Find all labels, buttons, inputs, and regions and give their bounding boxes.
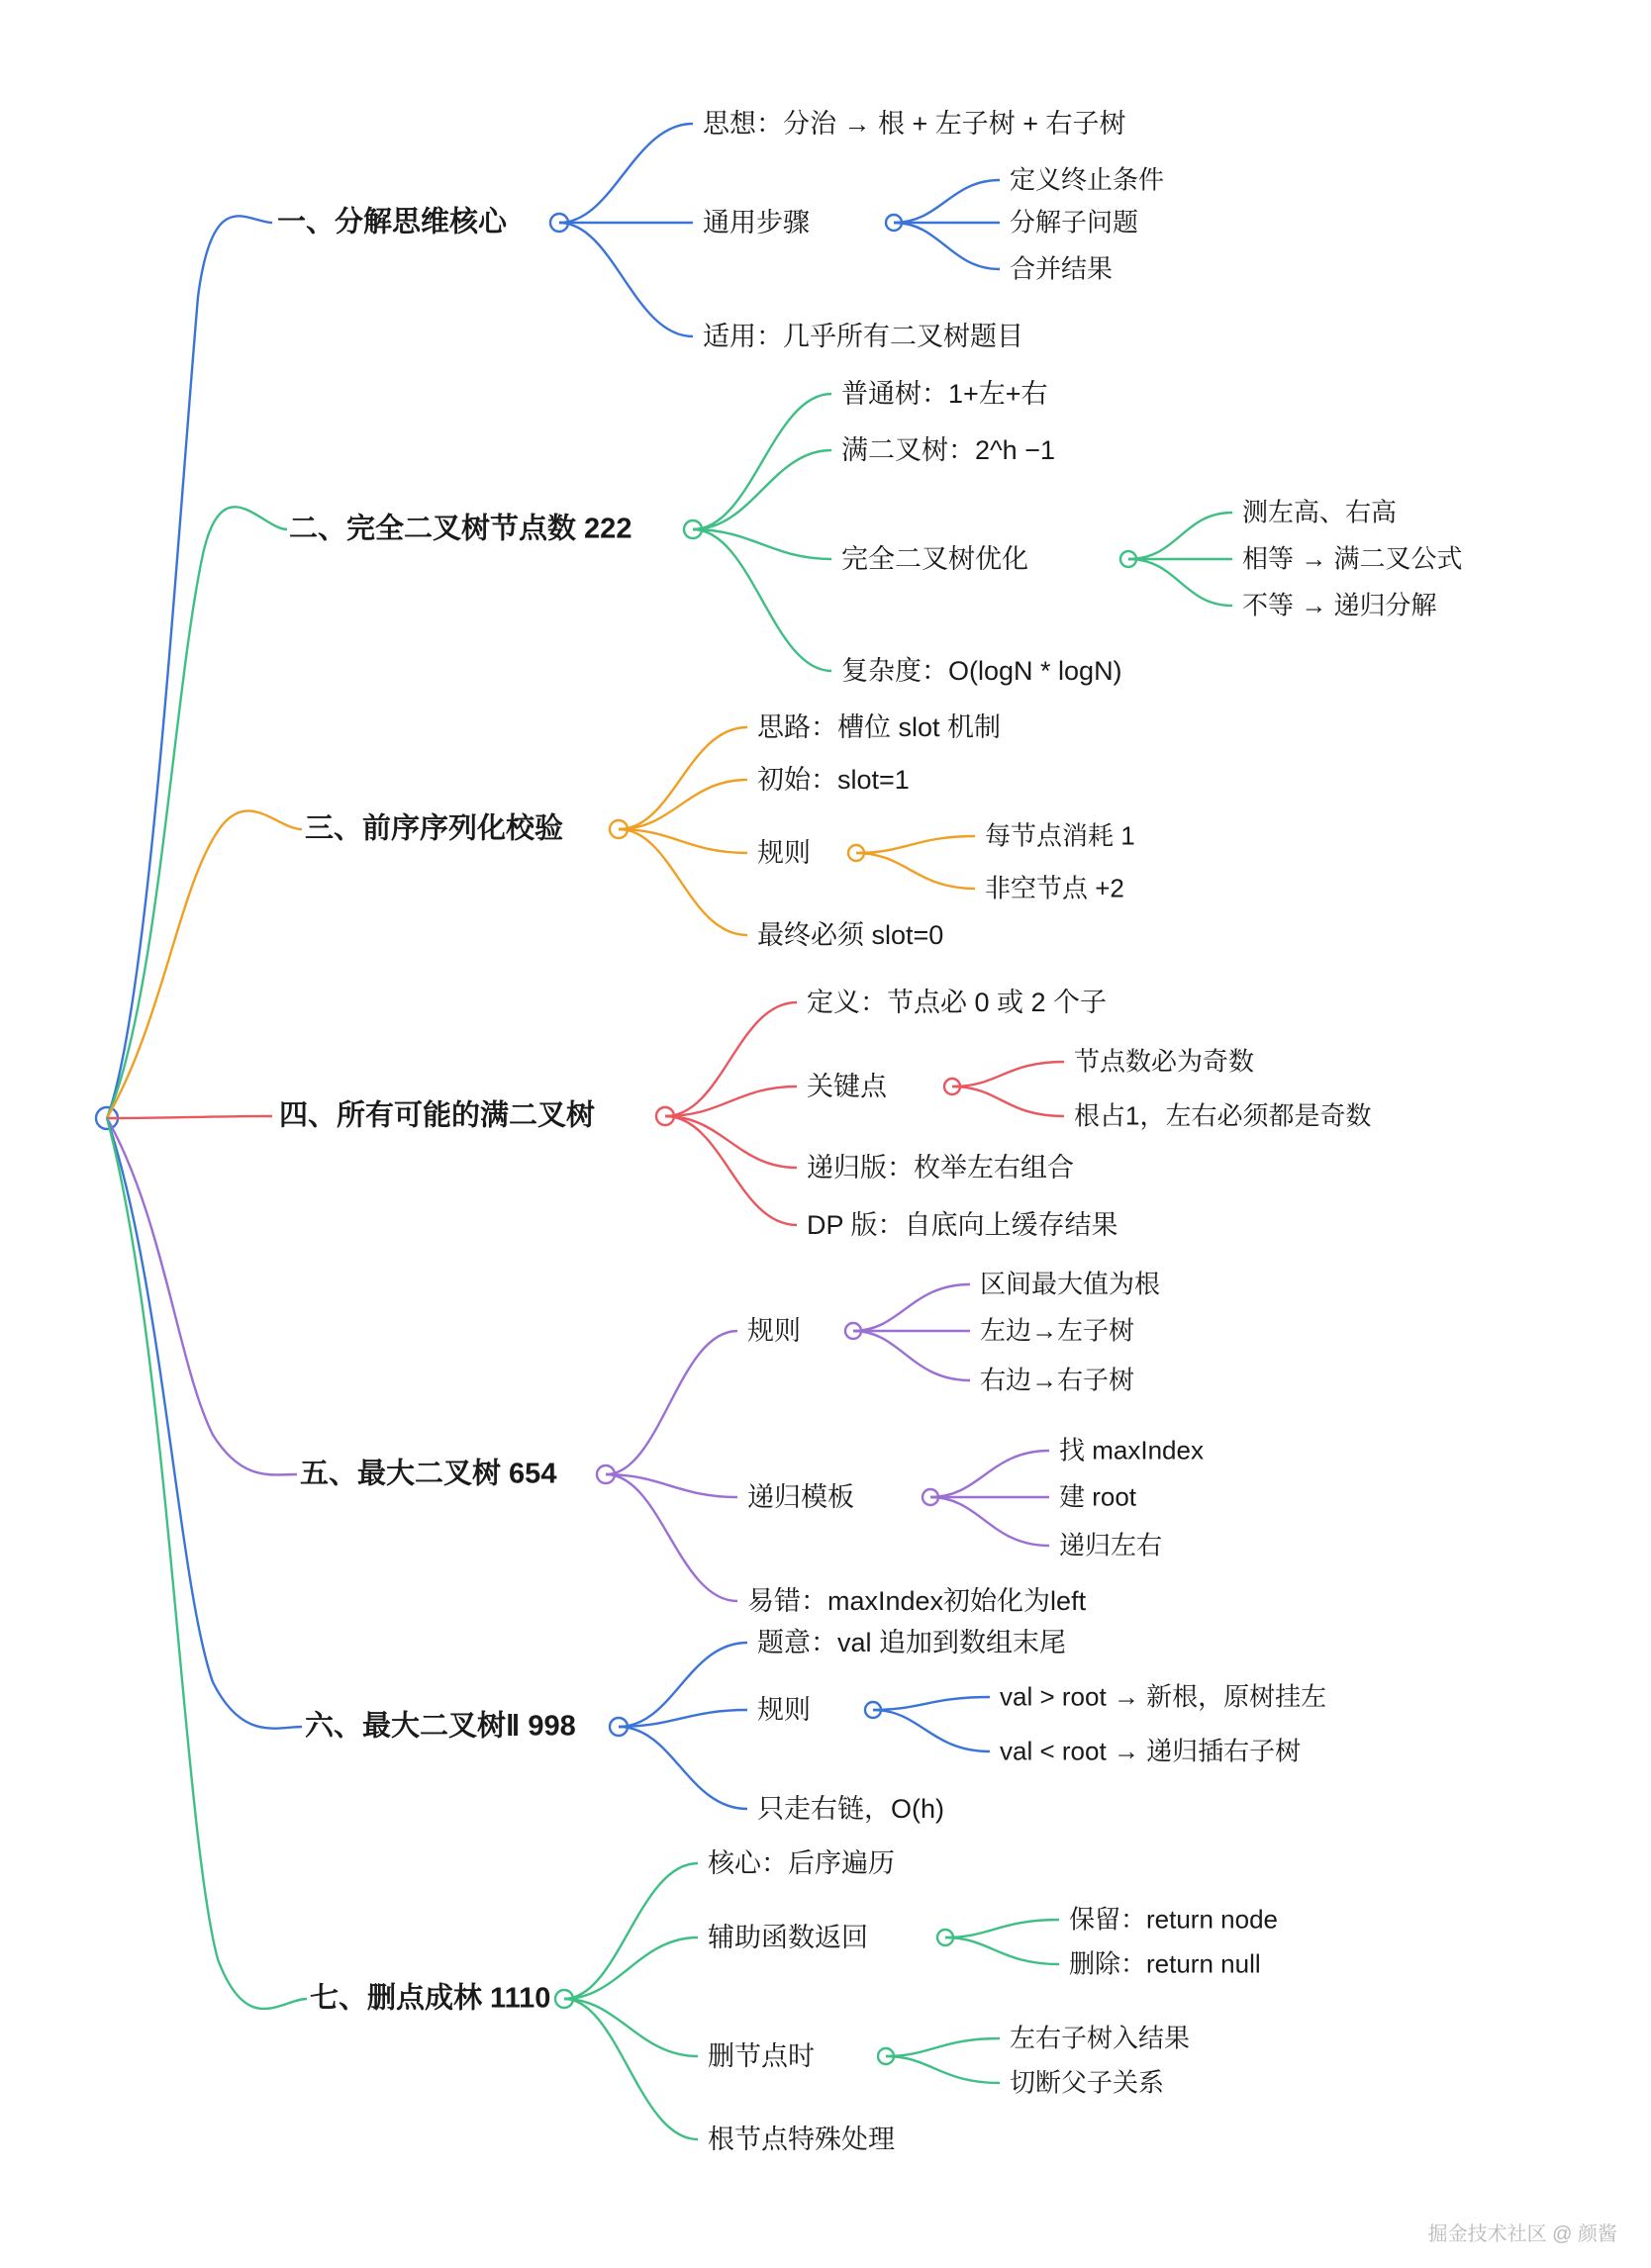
node-label-7-3-1[interactable]: 左右子树入结果 [1010, 2023, 1191, 2053]
branch-label-2[interactable]: 二、完全二叉树节点数 222 [289, 513, 632, 545]
node-label-6-2-2[interactable]: val < root → 递归插右子树 [1000, 1736, 1302, 1766]
node-label-2-3-2[interactable]: 相等 → 满二叉公式 [1242, 543, 1463, 574]
link-b3-c3 [619, 829, 747, 853]
node-label-2-3[interactable]: 完全二叉树优化 [841, 543, 1028, 574]
link-b6-c1 [619, 1643, 747, 1727]
node-label-5-2-3[interactable]: 递归左右 [1059, 1530, 1163, 1560]
link-b3-c3-g2 [856, 853, 975, 889]
link-b5-c3 [606, 1474, 737, 1601]
link-b7-c2 [564, 1937, 698, 1999]
branch-label-5[interactable]: 五、最大二叉树 654 [300, 1458, 557, 1490]
link-b4-c3 [665, 1116, 797, 1168]
node-label-4-2-1[interactable]: 节点数必为奇数 [1074, 1046, 1255, 1077]
node-label-5-2-1[interactable]: 找 maxIndex [1059, 1435, 1204, 1465]
link-root-branch3 [107, 810, 302, 1118]
link-b6-c2 [619, 1710, 747, 1727]
node-label-2-1[interactable]: 普通树：1+左+右 [841, 378, 1048, 409]
node-label-4-4[interactable]: DP 版：自底向上缓存结果 [807, 1209, 1118, 1240]
node-label-7-3-2[interactable]: 切断父子关系 [1010, 2067, 1165, 2098]
node-label-5-1-2[interactable]: 左边→左子树 [980, 1315, 1135, 1346]
node-label-5-1[interactable]: 规则 [747, 1315, 801, 1346]
node-label-5-3[interactable]: 易错：maxIndex初始化为left [747, 1585, 1087, 1616]
link-b7-c3-g1 [886, 2038, 1000, 2056]
link-b7-c3 [564, 1999, 698, 2056]
node-label-1-2-1[interactable]: 定义终止条件 [1010, 164, 1165, 195]
node-label-6-2[interactable]: 规则 [757, 1694, 811, 1725]
link-b5-c2 [606, 1474, 737, 1497]
node-label-5-2-2[interactable]: 建 root [1059, 1481, 1137, 1512]
node-label-6-1[interactable]: 题意：val 追加到数组末尾 [757, 1627, 1067, 1657]
link-b4-c2-g1 [952, 1062, 1064, 1087]
link-b7-c3-g2 [886, 2056, 1000, 2083]
node-label-2-3-3[interactable]: 不等 → 递归分解 [1242, 590, 1437, 620]
link-b4-c1 [665, 1002, 797, 1116]
node-label-5-1-1[interactable]: 区间最大值为根 [980, 1269, 1161, 1299]
link-b6-c3 [619, 1727, 747, 1809]
link-root-branch1 [107, 216, 272, 1118]
link-b5-c2-g1 [930, 1451, 1049, 1497]
link-b1-c2-g1 [894, 180, 1000, 223]
branch-label-6[interactable]: 六、最大二叉树Ⅱ 998 [305, 1710, 576, 1743]
link-b2-c3-g1 [1128, 513, 1232, 559]
branch-label-4[interactable]: 四、所有可能的满二叉树 [279, 1099, 596, 1132]
branch-label-7[interactable]: 七、删点成林 1110 [310, 1982, 551, 2015]
link-b5-c2-g3 [930, 1497, 1049, 1546]
branch-label-1[interactable]: 一、分解思维核心 [277, 206, 508, 238]
node-label-7-3[interactable]: 删节点时 [708, 2040, 815, 2071]
node-label-7-2-2[interactable]: 删除：return null [1069, 1948, 1261, 1979]
node-label-5-2[interactable]: 递归模板 [747, 1481, 854, 1512]
link-root-branch4 [107, 1116, 272, 1118]
link-root-branch5 [107, 1118, 297, 1475]
link-b5-c1-g1 [853, 1284, 970, 1331]
link-b1-c3 [559, 223, 693, 336]
node-label-2-3-1[interactable]: 测左高、右高 [1242, 497, 1398, 527]
node-label-4-2[interactable]: 关键点 [807, 1071, 887, 1101]
link-b5-c1 [606, 1331, 737, 1474]
link-b5-c1-g3 [853, 1331, 970, 1380]
link-b4-c4 [665, 1116, 797, 1225]
node-label-5-1-3[interactable]: 右边→右子树 [980, 1365, 1135, 1395]
link-b7-c4 [564, 1999, 698, 2139]
node-label-3-3-2[interactable]: 非空节点 +2 [985, 873, 1124, 903]
link-b6-c2-g1 [873, 1697, 990, 1710]
watermark: 掘金技术社区 @ 颜酱 [1427, 2223, 1617, 2245]
node-label-7-2-1[interactable]: 保留：return node [1069, 1904, 1278, 1935]
node-label-1-2[interactable]: 通用步骤 [703, 207, 810, 237]
node-label-3-4[interactable]: 最终必须 slot=0 [757, 919, 944, 950]
link-b2-c3 [693, 529, 831, 559]
link-b3-c4 [619, 829, 747, 935]
link-root-branch6 [107, 1118, 302, 1729]
node-label-7-4[interactable]: 根节点特殊处理 [708, 2124, 895, 2154]
node-label-4-2-2[interactable]: 根占1，左右必须都是奇数 [1074, 1100, 1372, 1131]
node-label-1-2-3[interactable]: 合并结果 [1010, 253, 1114, 284]
link-b1-c2-g3 [894, 223, 1000, 269]
node-label-1-3[interactable]: 适用：几乎所有二叉树题目 [703, 321, 1023, 351]
link-b3-c1 [619, 727, 747, 829]
node-label-7-1[interactable]: 核心：后序遍历 [708, 1847, 895, 1878]
link-root-branch7 [107, 1118, 307, 2009]
node-label-3-2[interactable]: 初始：slot=1 [757, 764, 910, 795]
node-label-2-4[interactable]: 复杂度：O(logN * logN) [841, 655, 1122, 686]
node-label-1-2-2[interactable]: 分解子问题 [1010, 207, 1139, 237]
node-label-7-2[interactable]: 辅助函数返回 [708, 1922, 868, 1952]
node-label-6-3[interactable]: 只走右链，O(h) [757, 1793, 944, 1824]
link-b2-c1 [693, 394, 831, 529]
node-label-1-1[interactable]: 思想：分治 → 根 + 左子树 + 右子树 [703, 108, 1126, 139]
node-label-3-3[interactable]: 规则 [757, 837, 811, 868]
node-label-4-3[interactable]: 递归版：枚举左右组合 [807, 1152, 1074, 1182]
link-b3-c3-g1 [856, 836, 975, 853]
node-label-3-3-1[interactable]: 每节点消耗 1 [985, 820, 1135, 851]
link-b2-c3-g3 [1128, 559, 1232, 606]
link-b1-c1 [559, 124, 693, 223]
node-label-2-2[interactable]: 满二叉树：2^h −1 [841, 434, 1055, 465]
link-b4-c2-g2 [952, 1087, 1064, 1116]
branch-label-3[interactable]: 三、前序序列化校验 [305, 812, 564, 845]
link-b6-c2-g2 [873, 1710, 990, 1751]
link-b3-c2 [619, 780, 747, 829]
node-label-3-1[interactable]: 思路：槽位 slot 机制 [757, 711, 1002, 742]
link-b7-c1 [564, 1863, 698, 1999]
link-b7-c2-g2 [945, 1937, 1059, 1964]
node-label-6-2-1[interactable]: val > root → 新根，原树挂左 [1000, 1681, 1327, 1712]
link-b7-c2-g1 [945, 1920, 1059, 1937]
link-b2-c4 [693, 529, 831, 671]
node-label-4-1[interactable]: 定义：节点必 0 或 2 个子 [807, 987, 1108, 1017]
